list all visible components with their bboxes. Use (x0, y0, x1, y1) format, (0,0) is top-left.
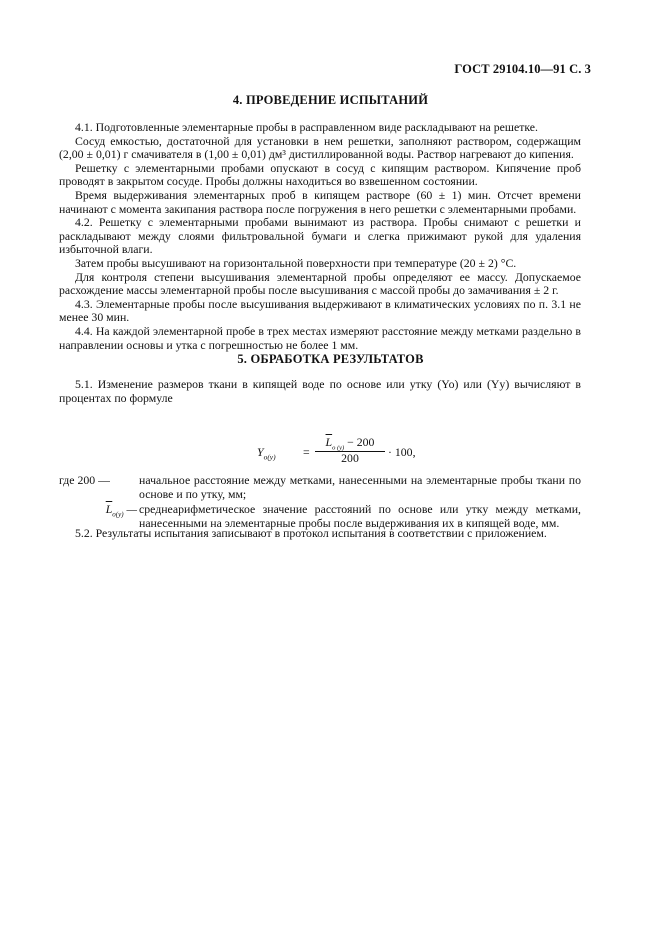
paragraph: Затем пробы высушивают на горизонтальной поверхности при температуре (20 ± 2) °С. (75, 255, 517, 270)
formula-lhs-var: Y (257, 445, 264, 459)
formula-legend (59, 474, 581, 530)
paragraph: Время выдерживания элементарных проб в кипящем растворе (60 ± 1) мин. Отсчет времени начинают с момента закипания раствора после погружения в него решетки с элементарными пробами. (59, 187, 581, 216)
formula-lhs-sub: o(y) (263, 452, 276, 462)
paragraph: Решетку с элементарными пробами опускают в сосуд с кипящим раствором. Кипячение проб проводят в закрытом сосуде. Пробы должны находиться во взвешенном состоянии. (59, 160, 581, 189)
section-5-title: 5. ОБРАБОТКА РЕЗУЛЬТАТОВ (237, 352, 424, 366)
legend-key-var: $\overline{L}$ (105, 502, 113, 517)
formula-equals: = (303, 445, 310, 459)
legend-dash: — (98, 473, 110, 487)
paragraph: Для контроля степени высушивания элементарной пробы определяют ее массу. Допускаемое расхождение массы элементарной пробы после высушивания с массой пробы до замачивания ± 2 г. (59, 269, 581, 298)
legend-key-sub: o(y) (112, 510, 124, 519)
paragraph: 5.2. Результаты испытания записывают в протокол испытания в соответствии с приложением. (75, 526, 547, 540)
formula-num-var: $\overline{L}$ (325, 435, 333, 449)
legend-text: начальное расстояние между метками, нанесенными на элементарные пробы ткани по основе и по утку, мм; (139, 473, 581, 501)
section-4-body (59, 121, 581, 352)
section-5-intro (59, 378, 581, 405)
formula-num-sub: o (y) (332, 444, 345, 452)
paragraph: 4.2. Решетку с элементарными пробами вынимают из раствора. Пробы снимают с решетки и раскладывают между слоями фильтровальной бумаги и слегка прижимают рукой для удаления избыточной влаги. (59, 215, 581, 257)
legend-key-text: где 200 (59, 473, 96, 487)
section-4-title: 4. ПРОВЕДЕНИЕ ИСПЫТАНИЙ (232, 93, 429, 107)
paragraph: 4.3. Элементарные пробы после высушивания выдерживают в климатических условиях по п. 3.1 не менее 30 мин. (59, 296, 581, 325)
legend-key (59, 503, 137, 522)
legend-key (59, 474, 137, 488)
section-5-closing (59, 527, 581, 541)
formula-lhs (257, 445, 276, 461)
formula-tail: · 100, (388, 445, 416, 459)
paragraph: Сосуд емкостью, достаточной для установки в нем решетки, заполняют раствором, содержащим (2,00 ± 0,01) г смачивателя в (1,00 ± 0,01) дм³ дистиллированной воды. Раствор нагревают до кипения. (59, 133, 581, 162)
formula (257, 434, 437, 474)
legend-text: среднеарифметическое значение расстояний по основе или утку между метками, нанесенными на элементарные пробы после выдерживания их в кипящей воде, мм. (139, 502, 581, 530)
formula-denominator: 200 (341, 451, 359, 465)
paragraph: 5.1. Изменение размеров ткани в кипящей воде по основе или утку (Yo) или (Yy) вычисляют в процентах по формуле (59, 377, 581, 405)
legend-dash: — (126, 502, 137, 517)
page-header: ГОСТ 29104.10—91 С. 3 (454, 62, 591, 76)
formula-numerator (315, 434, 385, 450)
formula-num-rest: − 200 (344, 435, 375, 449)
paragraph: 4.1. Подготовленные элементарные пробы в расправленном виде раскладывают на решетке. (75, 120, 538, 134)
formula-fraction (315, 434, 385, 465)
paragraph: 4.4. На каждой элементарной пробе в трех местах измеряют расстояние между метками раздельно в направлении основы и утка с погрешностью не более 1 мм. (59, 323, 581, 352)
legend-item (59, 474, 581, 501)
